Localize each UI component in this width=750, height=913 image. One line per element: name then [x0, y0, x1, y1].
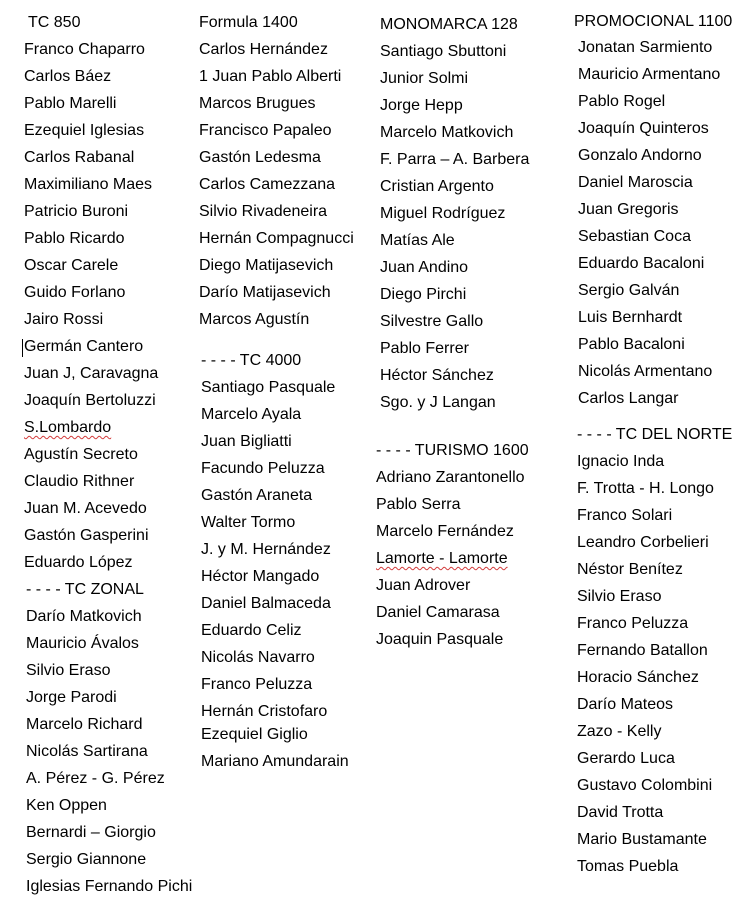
driver-name: Ignacio Inda — [577, 453, 665, 470]
driver-name: Marcos Brugues — [199, 95, 316, 112]
driver-name: Claudio Rithner — [24, 473, 135, 490]
driver-name: Juan J, Caravagna — [24, 365, 159, 382]
driver-name: Santiago Pasquale — [201, 379, 336, 396]
driver-name: Maximiliano Maes — [24, 176, 153, 193]
driver-name: Fernando Batallon — [577, 642, 708, 659]
driver-name: Ezequiel Giglio — [201, 726, 308, 743]
driver-name: Patricio Buroni — [24, 203, 129, 220]
driver-name: David Trotta — [577, 804, 664, 821]
driver-name: Mauricio Armentano — [578, 66, 721, 83]
driver-name: Diego Matijasevich — [199, 257, 334, 274]
driver-name: Carlos Hernández — [199, 41, 328, 58]
driver-name: Gonzalo Andorno — [578, 147, 702, 164]
driver-name: J. y M. Hernández — [201, 541, 331, 558]
driver-name: Darío Matijasevich — [199, 284, 331, 301]
driver-name: Darío Mateos — [577, 696, 674, 713]
driver-name: Carlos Báez — [24, 68, 112, 85]
driver-name: F. Trotta - H. Longo — [577, 480, 714, 497]
driver-name: Carlos Rabanal — [24, 149, 135, 166]
driver-name: Silvio Eraso — [577, 588, 662, 605]
category-header-turismo-1600: - - - - TURISMO 1600 — [376, 442, 529, 459]
text-cursor — [22, 339, 23, 357]
driver-name: Walter Tormo — [201, 514, 296, 531]
driver-name: Sgo. y J Langan — [380, 394, 496, 411]
category-header-tc-del-norte: - - - - TC DEL NORTE — [577, 426, 733, 443]
driver-name: Ken Oppen — [26, 797, 107, 814]
driver-name: Juan Bigliatti — [201, 433, 292, 450]
driver-name: Sergio Giannone — [26, 851, 147, 868]
driver-name: Carlos Camezzana — [199, 176, 336, 193]
driver-name: Hernán Compagnucci — [199, 230, 354, 247]
driver-name: Juan Gregoris — [578, 201, 679, 218]
driver-name: Jorge Hepp — [380, 97, 463, 114]
driver-name: Darío Matkovich — [26, 608, 142, 625]
category-header-tc-4000: - - - - TC 4000 — [201, 352, 302, 369]
category-header-promocional-1100: PROMOCIONAL 1100 — [574, 13, 733, 30]
driver-name: Eduardo López — [24, 554, 133, 571]
driver-name: 1 Juan Pablo Alberti — [199, 68, 342, 85]
driver-name: Mariano Amundarain — [201, 753, 349, 770]
driver-name: Gerardo Luca — [577, 750, 675, 767]
driver-name: Sergio Galván — [578, 282, 680, 299]
driver-name: Marcelo Richard — [26, 716, 143, 733]
driver-name: Nicolás Armentano — [578, 363, 713, 380]
driver-name: Pablo Ricardo — [24, 230, 125, 247]
driver-name: Juan M. Acevedo — [24, 500, 147, 517]
driver-name: Franco Chaparro — [24, 41, 145, 58]
driver-name: Daniel Camarasa — [376, 604, 500, 621]
category-header-monomarca-128: MONOMARCA 128 — [380, 16, 518, 33]
driver-name: Sebastian Coca — [578, 228, 691, 245]
driver-name: Francisco Papaleo — [199, 122, 332, 139]
driver-name: Pablo Marelli — [24, 95, 117, 112]
driver-name: Mario Bustamante — [577, 831, 707, 848]
driver-name: Junior Solmi — [380, 70, 469, 87]
driver-name: Héctor Mangado — [201, 568, 320, 585]
driver-name: Horacio Sánchez — [577, 669, 699, 686]
driver-name: Pablo Rogel — [578, 93, 666, 110]
driver-name: Gastón Gasperini — [24, 527, 149, 544]
driver-name: Pablo Serra — [376, 496, 461, 513]
driver-name: Mauricio Ávalos — [26, 635, 139, 652]
driver-name: Matías Ale — [380, 232, 455, 249]
driver-name: Nicolás Sartirana — [26, 743, 148, 760]
driver-name: Jorge Parodi — [26, 689, 117, 706]
driver-name: Marcelo Matkovich — [380, 124, 514, 141]
driver-name: Zazo - Kelly — [577, 723, 662, 740]
driver-name: Silvestre Gallo — [380, 313, 484, 330]
driver-name: Tomas Puebla — [577, 858, 679, 875]
driver-name: Silvio Rivadeneira — [199, 203, 328, 220]
driver-name: Cristian Argento — [380, 178, 494, 195]
driver-name: Franco Peluzza — [577, 615, 689, 632]
driver-name: Facundo Peluzza — [201, 460, 325, 477]
driver-name: Juan Andino — [380, 259, 469, 276]
driver-name: Silvio Eraso — [26, 662, 111, 679]
driver-name: Pablo Ferrer — [380, 340, 469, 357]
driver-name: Daniel Maroscia — [578, 174, 693, 191]
driver-name: Franco Peluzza — [201, 676, 313, 693]
driver-name: Ezequiel Iglesias — [24, 122, 145, 139]
driver-name: Joaquín Bertoluzzi — [24, 392, 156, 409]
driver-name: Santiago Sbuttoni — [380, 43, 507, 60]
driver-name: Bernardi – Giorgio — [26, 824, 156, 841]
driver-name: Marcelo Ayala — [201, 406, 302, 423]
driver-name: Héctor Sánchez — [380, 367, 494, 384]
driver-name: S.Lombardo — [24, 419, 112, 436]
driver-name: Nicolás Navarro — [201, 649, 315, 666]
driver-name: Luis Bernhardt — [578, 309, 683, 326]
driver-name: Leandro Corbelieri — [577, 534, 709, 551]
driver-name: Jairo Rossi — [24, 311, 104, 328]
driver-name: Agustín Secreto — [24, 446, 138, 463]
driver-name: Joaquín Quinteros — [578, 120, 709, 137]
driver-name: Daniel Balmaceda — [201, 595, 331, 612]
driver-name: Franco Solari — [577, 507, 673, 524]
driver-name: A. Pérez - G. Pérez — [26, 770, 165, 787]
driver-name: Hernán Cristofaro — [201, 703, 328, 720]
driver-name: Marcelo Fernández — [376, 523, 514, 540]
driver-name: Gustavo Colombini — [577, 777, 713, 794]
category-header-tc-zonal: - - - - TC ZONAL — [26, 581, 144, 598]
category-header-tc850: TC 850 — [28, 14, 81, 31]
driver-name: Eduardo Celiz — [201, 622, 302, 639]
driver-name: Iglesias Fernando Pichi — [26, 878, 193, 895]
driver-name: Jonatan Sarmiento — [578, 39, 713, 56]
driver-name: Adriano Zarantonello — [376, 469, 525, 486]
driver-name: Néstor Benítez — [577, 561, 683, 578]
driver-name: Gastón Araneta — [201, 487, 313, 504]
driver-name: Guido Forlano — [24, 284, 126, 301]
driver-name: Pablo Bacaloni — [578, 336, 685, 353]
driver-name: Eduardo Bacaloni — [578, 255, 705, 272]
driver-name: Miguel Rodríguez — [380, 205, 506, 222]
driver-name: Carlos Langar — [578, 390, 679, 407]
driver-name: Marcos Agustín — [199, 311, 310, 328]
driver-name: Germán Cantero — [24, 338, 144, 355]
driver-name: Diego Pirchi — [380, 286, 467, 303]
driver-name: Gastón Ledesma — [199, 149, 321, 166]
driver-name: Oscar Carele — [24, 257, 119, 274]
category-header-formula-1400: Formula 1400 — [199, 14, 298, 31]
driver-name: F. Parra – A. Barbera — [380, 151, 530, 168]
driver-name: Joaquin Pasquale — [376, 631, 504, 648]
driver-name: Juan Adrover — [376, 577, 471, 594]
driver-name: Lamorte - Lamorte — [376, 550, 508, 567]
